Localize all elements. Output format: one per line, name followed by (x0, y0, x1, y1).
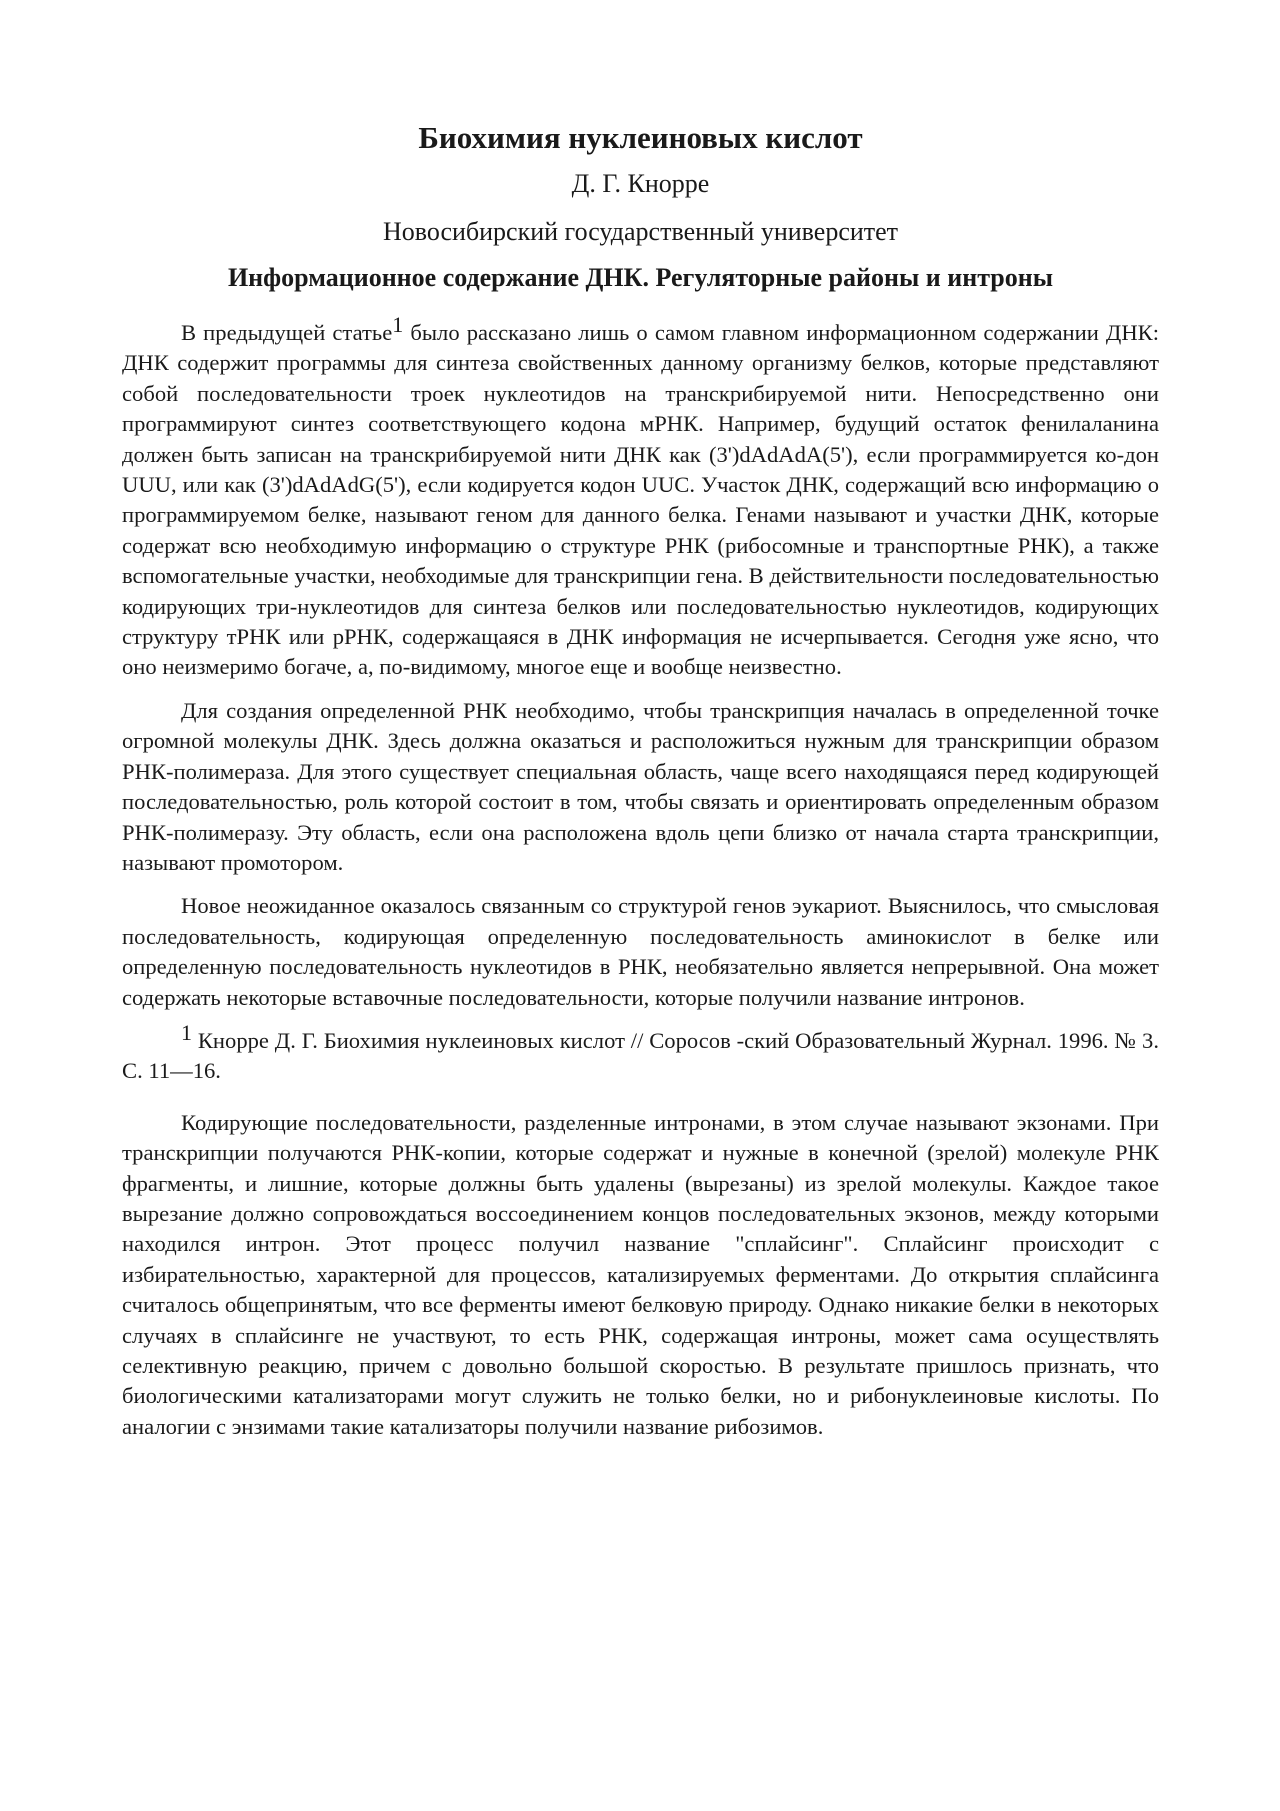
paragraph-1 (122, 312, 1159, 683)
paragraph-2: Для создания определенной РНК необходимо, чтобы транскрипция началась в определенной точке огромной молекулы ДНК. Здесь должна оказаться и расположиться нужным для транскрипции образом РНК-полимераза. Для этого существует специальная область, чаще всего находящаяся перед кодирующей последовательностью, роль которой состоит в том, чтобы связать и ориентировать определенным образом РНК-полимеразу. Эту область, если она расположена вдоль цепи близко от начала старта транскрипции, называют промотором. (122, 697, 1159, 875)
paragraph-4: Кодирующие последовательности, разделенные интронами, в этом случае называют экзонами. При транскрипции получаются РНК-копии, которые содержат и нужные в конечной (зрелой) молекуле РНК фрагменты, и лишние, которые должны быть удалены (вырезаны) из зрелой молекулы. Каждое такое вырезание должно сопровождаться воссоединением концов последовательных экзонов, между которыми находился интрон. Этот процесс получил название "сплайсинг". Сплайсинг происходит с избирательностью, характерной для процессов, катализируемых ферментами. До открытия сплайсинга считалось общепринятым, что все ферменты имеют белковую природу. Однако никакие белки в некоторых случаях в сплайсинге не участвуют, то есть РНК, содержащая интроны, может сама осуществлять селективную реакцию, причем с довольно большой скоростью. В результате пришлось признать, что биологическими катализаторами могут служить не только белки, но и рибонуклеиновые кислоты. По аналогии с энзимами такие катализаторы получили название рибозимов. (122, 1109, 1159, 1439)
footnote-reference: 1 (392, 312, 404, 337)
paragraph-1-rest: было рассказано лишь о самом главном информационном содержании ДНК: ДНК содержит программы для синтеза свойственных данному организму белков, которые представляют собой последовательности троек нуклеотидов на транскрибируемой нити. Непосредственно они программируют синтез соответствующего кодона мРНК. Например, будущий остаток фенилаланина должен быть записан на транскрибируемой нити ДНК как (3')dAdAdA(5'), если программируется ко-дон UUU, или как (3')dAdAdG(5'), если кодируется кодон UUC. Участок ДНК, содержащий всю информацию о программируемом белке, называют геном для данного белка. Генами называют и участки ДНК, которые содержат всю необходимую информацию о структуре РНК (рибосомные и транспортные РНК), а также вспомогательные участки, необходимые для транскрипции гена. В действительности последовательностью кодирующих три-нуклеотидов для синтеза белков или последовательностью нуклеотидов, кодирующих структуру тРНК или рРНК, содержащаяся в ДНК информация не исчерпывается. Сегодня уже ясно, что оно неизмеримо богаче, а, по-видимому, многое еще и вообще неизвестно. (122, 320, 1159, 680)
footnote-text: Кнорре Д. Г. Биохимия нуклеиновых кислот // Соросов -ский Образовательный Журнал. 1996. № 3. С. 11—16. (122, 1027, 1159, 1084)
footnote (122, 1019, 1159, 1087)
paragraph-1-start: В предыдущей статье (181, 320, 393, 345)
article-subtitle: Информационное содержание ДНК. Регуляторные районы и интроны (227, 263, 1054, 292)
author-name: Д. Г. Кнорре (571, 169, 710, 198)
author-affiliation: Новосибирский государственный университет (382, 217, 899, 246)
paragraph-3: Новое неожиданное оказалось связанным со структурой генов эукариот. Выяснилось, что смысловая последовательность, кодирующая определенную последовательность аминокислот в белке или определенную последовательность нуклеотидов в РНК, необязательно является непрерывной. Она может содержать некоторые вставочные последовательности, которые получили название интронов. (122, 893, 1159, 1010)
document-page (122, 118, 1159, 1455)
footnote-marker: 1 (181, 1019, 192, 1045)
document-title: Биохимия нуклеиновых кислот (418, 120, 863, 155)
